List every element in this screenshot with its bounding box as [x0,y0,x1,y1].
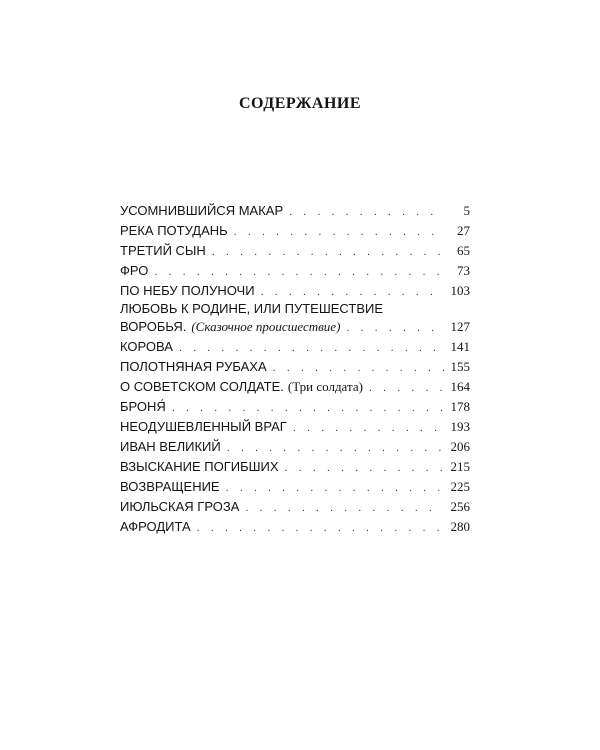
toc-page-number: 215 [450,459,470,474]
toc-entry-title: ТРЕТИЙ СЫН [120,243,206,258]
dot-leader [227,438,444,458]
toc-page-number: 141 [450,339,470,354]
toc-entry [120,517,470,537]
toc-entry [120,477,470,497]
dot-leader [197,518,444,538]
toc-page-number: 225 [450,479,470,494]
dot-leader [226,478,444,498]
toc-entry-title: ФРО [120,263,149,278]
toc-page-number: 280 [450,519,470,534]
toc-entry-continuation [120,317,470,337]
dot-leader [346,318,444,338]
dot-leader [234,222,444,242]
toc-page-number: 65 [457,243,470,258]
dot-leader [212,242,444,262]
toc-entry [120,497,470,517]
toc-entry-title: ИЮЛЬСКАЯ ГРОЗА [120,499,240,514]
dot-leader [369,378,444,398]
toc-page-number: 256 [450,499,470,514]
dot-leader [293,418,444,438]
dot-leader [245,498,444,518]
toc-page-number: 178 [450,399,470,414]
toc-entry-title: АФРОДИТА [120,519,191,534]
toc-page-number: 103 [450,283,470,298]
toc-entry-title: ЛЮБОВЬ К РОДИНЕ, ИЛИ ПУТЕШЕСТВИЕ [120,301,384,316]
toc-page-number: 127 [450,319,470,334]
dot-leader [261,282,444,302]
toc-page-number: 206 [450,439,470,454]
toc-entry [120,457,470,477]
dot-leader [179,338,444,358]
toc-entry [120,241,470,261]
dot-leader [285,458,444,478]
toc-entry [120,201,470,221]
toc-entry-title: ПОЛОТНЯНАЯ РУБАХА [120,359,267,374]
toc-entry [120,261,470,281]
table-of-contents [120,201,470,537]
toc-page-number: 5 [463,203,470,218]
toc-entry [120,417,470,437]
toc-entry-title: РЕКА ПОТУДАНЬ [120,223,228,238]
page-title: СОДЕРЖАНИЕ [238,95,362,112]
toc-entry-title: БРОНЯ́ [120,399,166,414]
toc-page-number: 193 [450,419,470,434]
toc-entry-title-line2: ВОРОБЬЯ. [120,319,187,334]
toc-page-number: 27 [457,223,470,238]
toc-entry [120,437,470,457]
toc-entry-title: ВЗЫСКАНИЕ ПОГИБШИХ [120,459,279,474]
toc-entry [120,221,470,241]
toc-entry [120,337,470,357]
toc-page-number: 73 [457,263,470,278]
toc-entry-title: ПО НЕБУ ПОЛУНОЧИ [120,283,255,298]
toc-entry-title: УСОМНИВШИЙСЯ МАКАР [120,203,284,218]
toc-entry [120,377,470,397]
toc-entry [120,281,470,301]
toc-entry-subtitle: (Три солдата) [287,379,363,394]
toc-entry [120,357,470,377]
dot-leader [154,262,444,282]
toc-entry-title: ИВАН ВЕЛИКИЙ [120,439,221,454]
toc-entry-title: О СОВЕТСКОМ СОЛДАТЕ. [120,379,284,394]
toc-page-number: 155 [450,359,470,374]
toc-entry-subtitle: (Сказочное происшествие) [191,319,341,334]
toc-entry-title: ВОЗВРАЩЕНИЕ [120,479,220,494]
toc-entry [120,397,470,417]
toc-page-number: 164 [450,379,470,394]
dot-leader [273,358,444,378]
toc-entry-title: НЕОДУШЕВЛЕННЫЙ ВРАГ [120,419,287,434]
toc-entry [120,301,470,337]
dot-leader [289,202,444,222]
dot-leader [172,398,444,418]
toc-entry-title: КОРОВА [120,339,173,354]
